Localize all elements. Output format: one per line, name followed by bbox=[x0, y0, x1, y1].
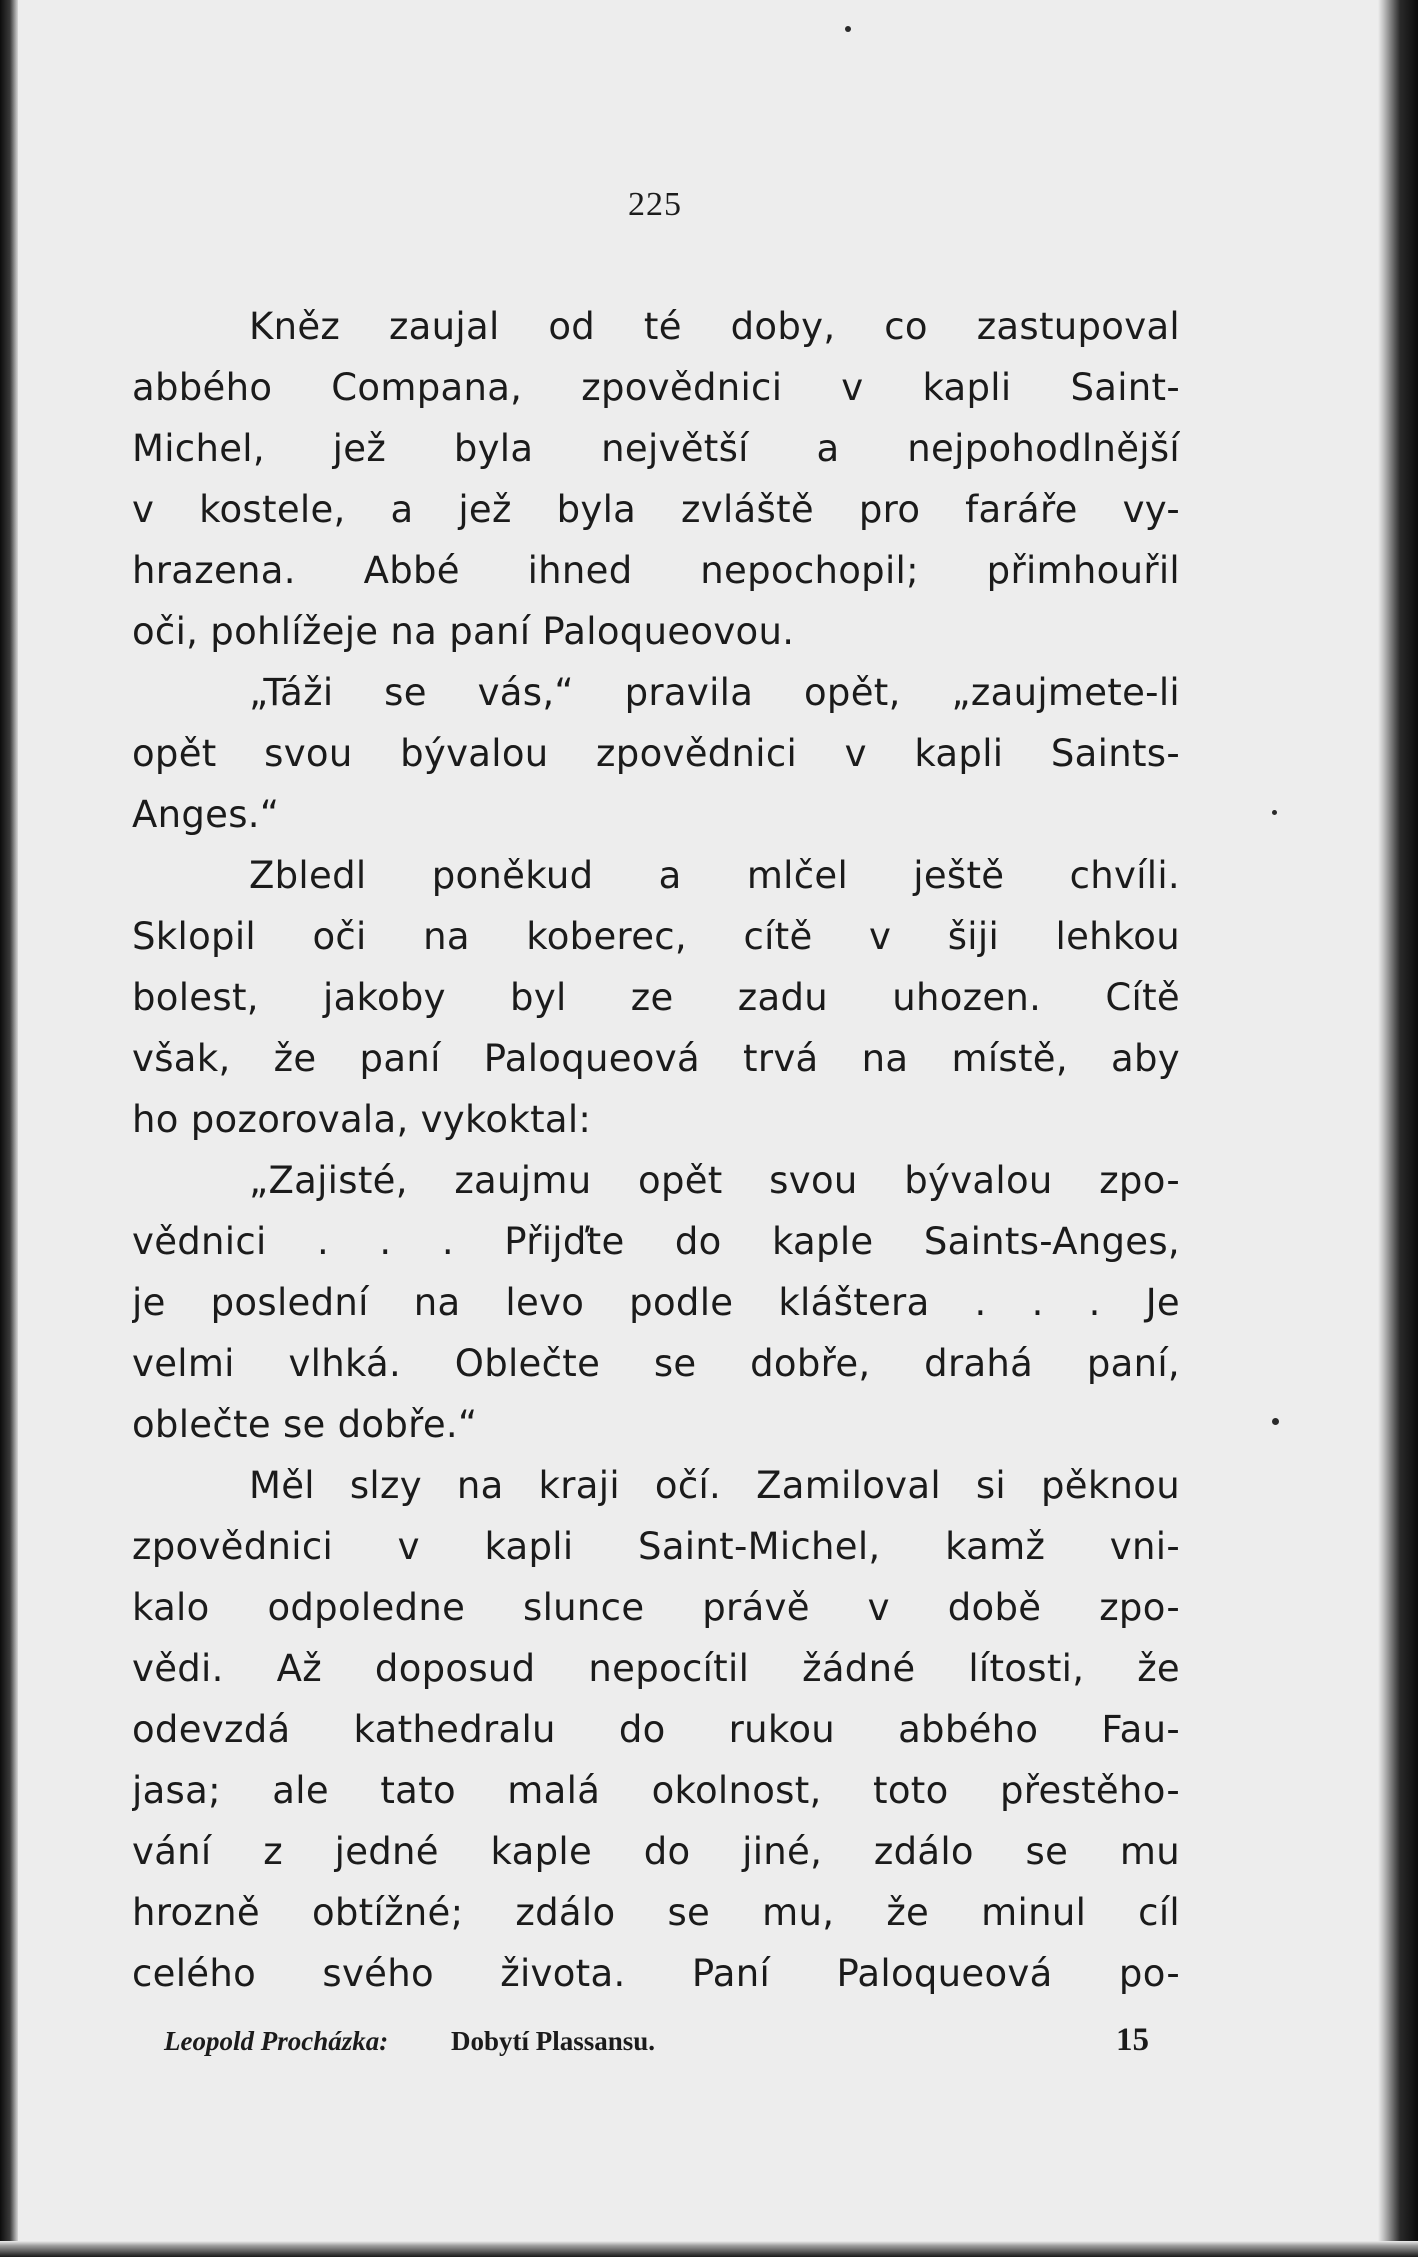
text-line: Sklopil oči na koberec, cítě v šiji lehkou bbox=[132, 915, 1180, 958]
text-line: jasa; ale tato malá okolnost, toto přestěho- bbox=[132, 1769, 1180, 1812]
page-number: 225 bbox=[628, 186, 682, 223]
footer-title: Dobytí Plassansu. bbox=[451, 2026, 656, 2056]
body-text bbox=[132, 296, 1180, 2004]
text-line: je poslední na levo podle kláštera . . . Je bbox=[132, 1281, 1180, 1324]
text-line: hrazena. Abbé ihned nepochopil; přimhouřil bbox=[132, 549, 1180, 592]
text-line: velmi vlhká. Oblečte se dobře, drahá paní, bbox=[132, 1342, 1180, 1385]
text-line: vědi. Až doposud nepocítil žádné lítosti, že bbox=[132, 1647, 1180, 1690]
paper-speck bbox=[1272, 810, 1277, 815]
text-line: Anges.“ bbox=[132, 793, 280, 836]
text-line: hrozně obtížné; zdálo se mu, že minul cíl bbox=[132, 1891, 1180, 1934]
text-line: však, že paní Paloqueová trvá na místě, aby bbox=[132, 1037, 1180, 1080]
text-line: „Zajisté, zaujmu opět svou bývalou zpo- bbox=[249, 1159, 1180, 1202]
footer-author: Leopold Procházka: bbox=[164, 2026, 389, 2056]
page-edge-left bbox=[0, 0, 18, 2257]
text-line: Michel, jež byla největší a nejpohodlnější bbox=[132, 427, 1180, 470]
text-line: v kostele, a jež byla zvláště pro faráře vy- bbox=[132, 488, 1180, 531]
text-line: ho pozorovala, vykoktal: bbox=[132, 1098, 592, 1141]
text-line: kalo odpoledne slunce právě v době zpo- bbox=[132, 1586, 1180, 1629]
text-line: vání z jedné kaple do jiné, zdálo se mu bbox=[132, 1830, 1180, 1873]
text-line: bolest, jakoby byl ze zadu uhozen. Cítě bbox=[132, 976, 1180, 1019]
text-line: vědnici . . . Přijďte do kaple Saints-Anges, bbox=[132, 1220, 1180, 1263]
text-line: opět svou bývalou zpovědnici v kapli Saints- bbox=[132, 732, 1180, 775]
text-line: odevzdá kathedralu do rukou abbého Fau- bbox=[132, 1708, 1180, 1751]
signature-mark: 15 bbox=[1116, 2022, 1149, 2058]
text-line: „Táži se vás,“ pravila opět, „zaujmete-li bbox=[249, 671, 1180, 714]
text-line: oblečte se dobře.“ bbox=[132, 1403, 478, 1446]
text-line: celého svého života. Paní Paloqueová po- bbox=[132, 1952, 1180, 1995]
paper-speck bbox=[1272, 1418, 1279, 1425]
text-line: oči, pohlížeje na paní Paloqueovou. bbox=[132, 610, 795, 653]
text-line: abbého Compana, zpovědnici v kapli Saint- bbox=[132, 366, 1180, 409]
text-line: Zbledl poněkud a mlčel ještě chvíli. bbox=[249, 854, 1180, 897]
page-edge-bottom bbox=[0, 2241, 1418, 2257]
paper-speck bbox=[845, 26, 851, 32]
text-line: Kněz zaujal od té doby, co zastupoval bbox=[249, 305, 1180, 348]
page-edge-right bbox=[1378, 0, 1418, 2257]
page-footer bbox=[164, 2022, 1149, 2070]
text-line: Měl slzy na kraji očí. Zamiloval si pěknou bbox=[249, 1464, 1180, 1507]
text-line: zpovědnici v kapli Saint-Michel, kamž vni- bbox=[132, 1525, 1180, 1568]
